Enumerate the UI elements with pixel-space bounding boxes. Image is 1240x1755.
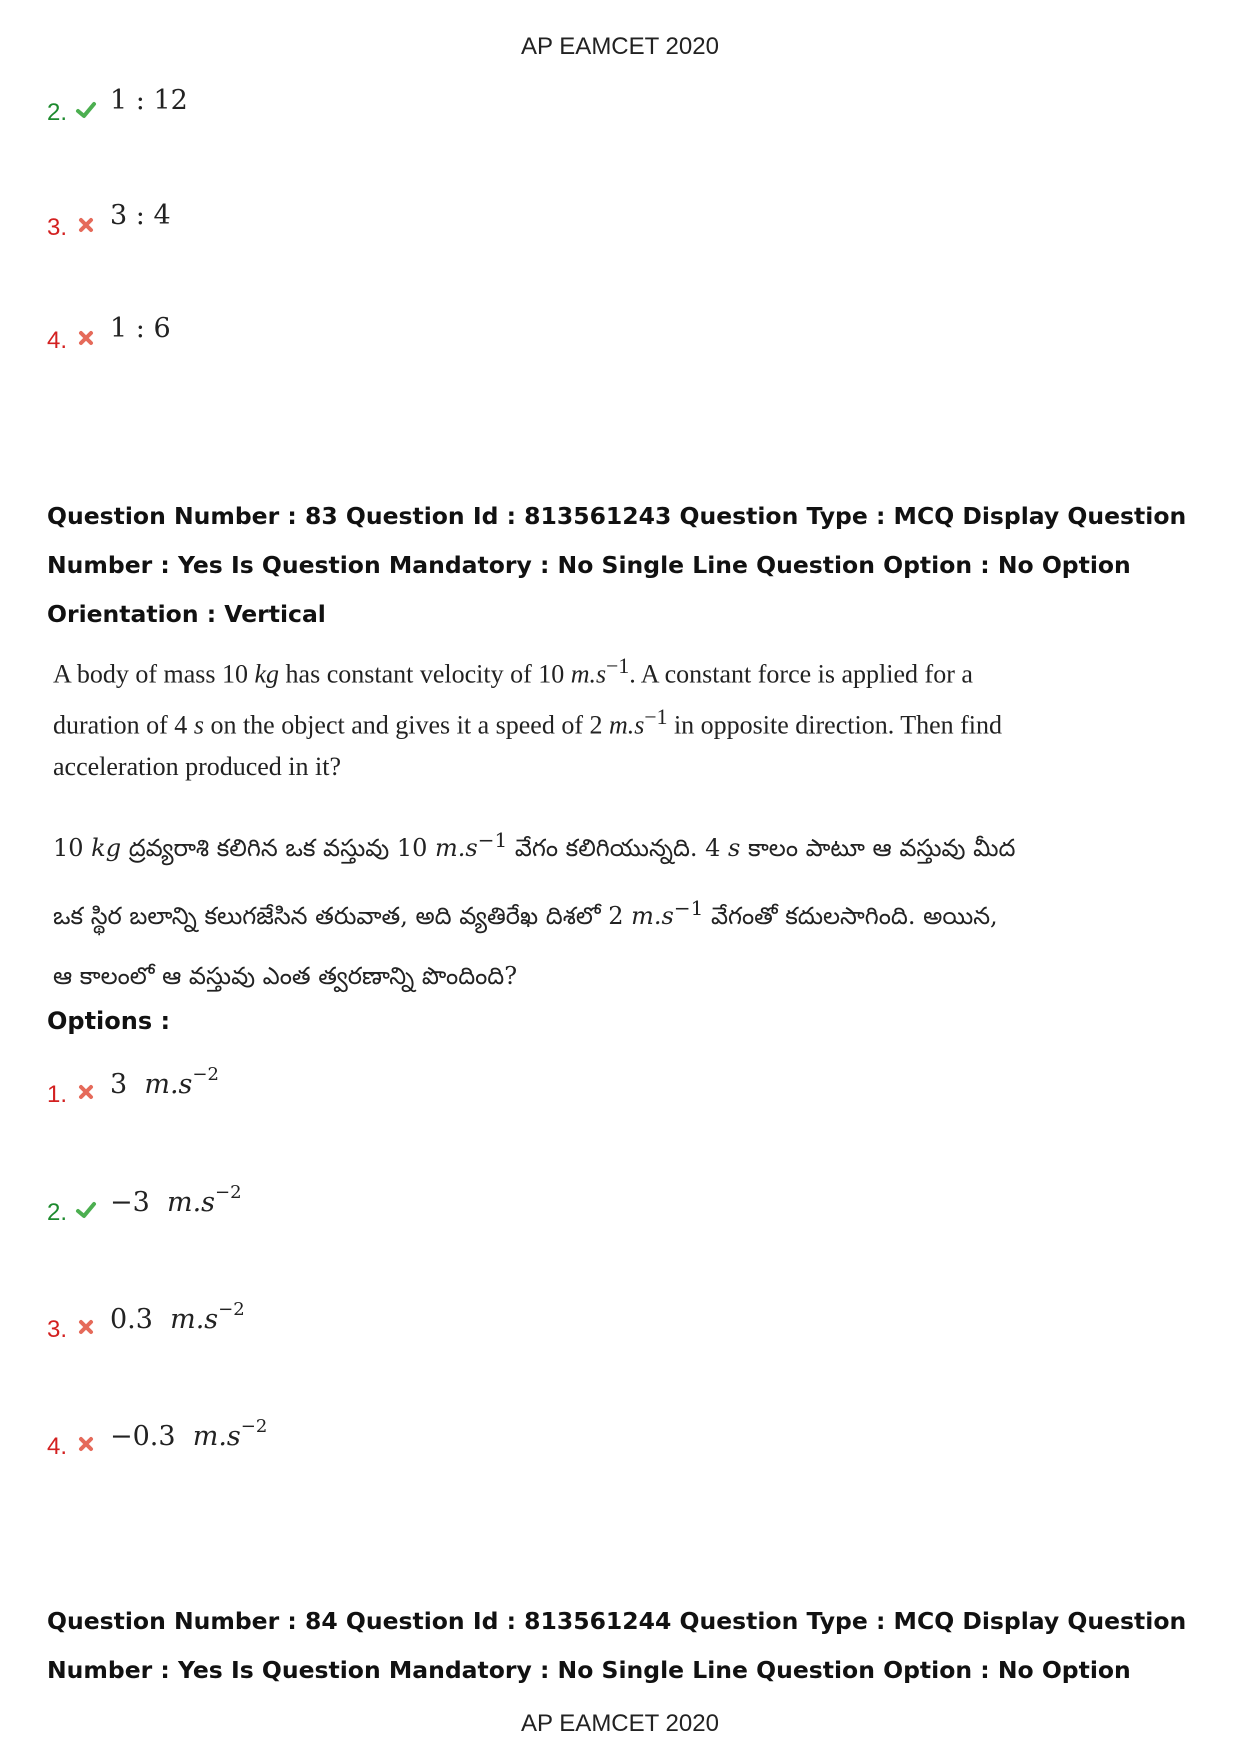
question-line: 10 kg ద్రవ్యరాశి కలిగిన ఒక వస్తువు 10 $m.s^{-1}$ వేగం కలిగియున్నది. 4 s కాలం పాటూ ఆ వస్తువు మీద	[53, 828, 1016, 862]
option-number: 4.	[47, 1433, 68, 1460]
meta-line: Number : Yes Is Question Mandatory : No Single Line Question Option : No Option	[47, 551, 1131, 579]
option-value: 0.3 $m.s^{-2}$	[110, 1299, 245, 1335]
question-83-meta	[47, 492, 1207, 639]
option-number: 3.	[47, 1316, 68, 1343]
option-number: 1.	[47, 1081, 68, 1108]
option-value: −0.3 $m.s^{-2}$	[110, 1416, 268, 1452]
question-line: ఆ కాలంలో ఆ వస్తువు ఎంత త్వరణాన్ని పొందింది?	[53, 962, 518, 990]
meta-line: Number : Yes Is Question Mandatory : No Single Line Question Option : No Option	[47, 1656, 1131, 1684]
option-number: 3.	[47, 214, 68, 241]
question-text-english	[53, 645, 1053, 788]
cross-icon	[75, 1081, 97, 1103]
question-84-meta	[47, 1597, 1207, 1695]
option-value: 3 $m.s^{-2}$	[110, 1064, 219, 1100]
options-label: Options :	[47, 1007, 171, 1035]
question-line: acceleration produced in it?	[53, 752, 342, 782]
question-line: ఒక స్థిర బలాన్ని కలుగజేసిన తరువాత, అది వ్యతిరేఖ దిశలో 2 $m.s^{-1}$ వేగంతో కదులసాగింది. అయిన,	[53, 896, 998, 930]
option-value: 3 : 4	[110, 200, 171, 231]
question-text-telugu	[53, 810, 1053, 1006]
option-number: 2.	[47, 99, 68, 126]
cross-icon	[75, 327, 97, 349]
cross-icon	[75, 214, 97, 236]
page-header: AP EAMCET 2020	[521, 33, 719, 60]
check-icon	[75, 99, 97, 121]
check-icon	[75, 1199, 97, 1221]
option-number: 2.	[47, 1199, 68, 1226]
meta-line: Orientation : Vertical	[47, 600, 326, 628]
option-number: 4.	[47, 327, 68, 354]
page-footer: AP EAMCET 2020	[521, 1710, 719, 1737]
option-value: −3 $m.s^{-2}$	[110, 1182, 242, 1218]
option-value: 1 : 6	[110, 313, 171, 344]
question-line: duration of 4 s on the object and gives it a speed of 2 $m.s^{-1}$ in opposite direction. Then find	[53, 704, 1003, 740]
option-value: 1 : 12	[110, 85, 188, 116]
meta-line: Question Number : 83 Question Id : 813561243 Question Type : MCQ Display Question	[47, 502, 1187, 530]
question-line: A body of mass 10 kg has constant velocity of 10 $m.s^{-1}$. A constant force is applied for a	[53, 654, 973, 689]
meta-line: Question Number : 84 Question Id : 813561244 Question Type : MCQ Display Question	[47, 1607, 1187, 1635]
cross-icon	[75, 1316, 97, 1338]
cross-icon	[75, 1433, 97, 1455]
